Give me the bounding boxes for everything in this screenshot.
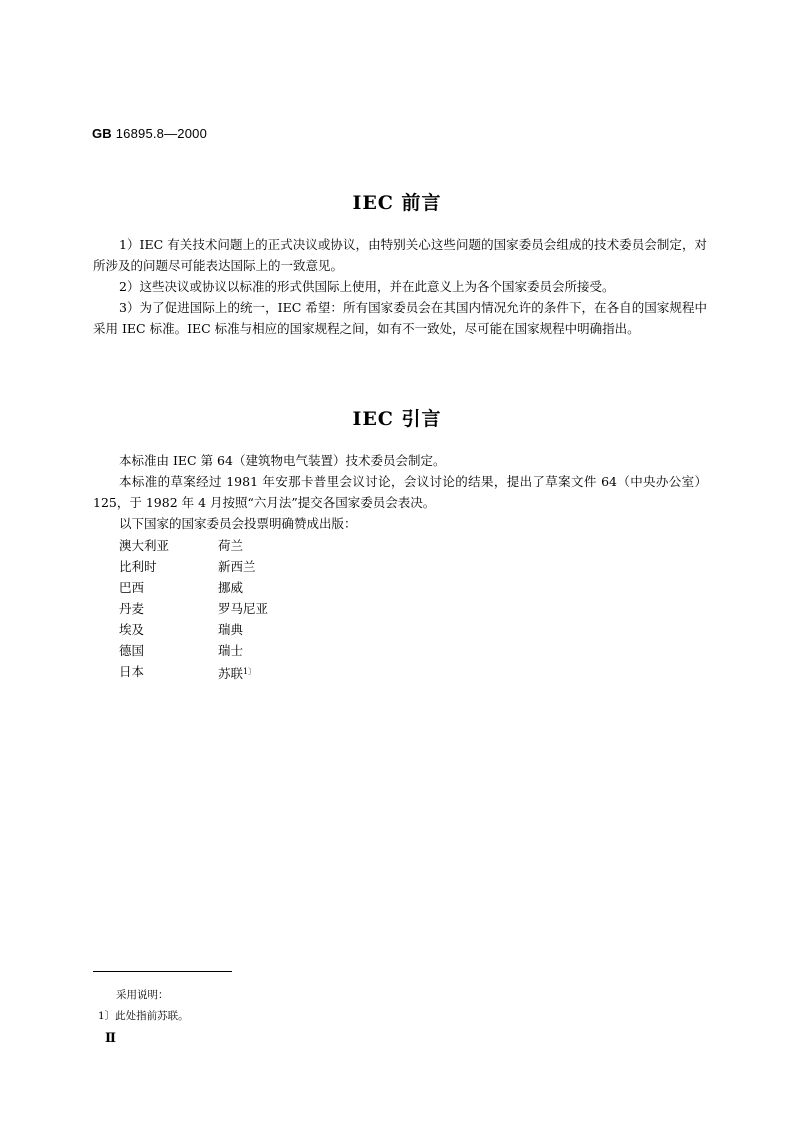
country-list: [119, 535, 268, 684]
foreword-body: [93, 234, 707, 339]
country-name: 日本: [119, 664, 145, 679]
footnote-reference: 1〕: [243, 667, 257, 676]
country-row: [119, 619, 268, 640]
foreword-paragraph: 1）IEC 有关技术问题上的正式决议或协议，由特别关心这些问题的国家委员会组成的技术委员会制定，对所涉及的问题尽可能表达国际上的一致意见。: [93, 237, 707, 273]
foreword-paragraph: 2）这些决议或协议以标准的形式供国际上使用，并在此意义上为各个国家委员会所接受。: [119, 279, 615, 294]
introduction-body: [93, 450, 707, 534]
country-name: 瑞典: [218, 622, 244, 637]
country-name: 澳大利亚: [119, 538, 170, 553]
introduction-title: IEC 引言: [352, 408, 442, 430]
country-name: 荷兰: [218, 538, 244, 553]
standard-number: 16895.8—2000: [115, 126, 208, 141]
country-row: [119, 577, 268, 598]
introduction-paragraph: 以下国家的国家委员会投票明确赞成出版：: [119, 516, 357, 531]
country-row: [119, 598, 268, 619]
page-number: Ⅱ: [105, 1030, 116, 1045]
footnote-text: 1〕此处指前苏联。: [98, 1010, 189, 1022]
country-row: [119, 661, 268, 684]
standard-prefix: GB: [92, 126, 112, 141]
country-cell-with-footnote: [218, 661, 268, 684]
country-name: 新西兰: [218, 559, 256, 574]
footnote-divider: [93, 971, 232, 972]
country-name: 丹麦: [119, 601, 145, 616]
country-row: [119, 556, 268, 577]
country-name: 苏联: [218, 666, 244, 681]
country-name: 挪威: [218, 580, 244, 595]
introduction-paragraph: 本标准由 IEC 第 64（建筑物电气装置）技术委员会制定。: [119, 453, 446, 468]
standard-code: [92, 126, 207, 141]
country-name: 比利时: [119, 559, 157, 574]
country-name: 瑞士: [218, 643, 244, 658]
footnote-heading: 采用说明：: [116, 989, 169, 1001]
introduction-paragraph: 本标准的草案经过 1981 年安那卡普里会议讨论，会议讨论的结果，提出了草案文件 64（中央办公室）125，于 1982 年 4 月按照“六月法”提交各国家委员会表决。: [93, 474, 707, 510]
country-name: 埃及: [119, 622, 145, 637]
country-row: [119, 640, 268, 661]
foreword-title: IEC 前言: [352, 192, 442, 214]
country-name: 巴西: [119, 580, 145, 595]
country-name: 罗马尼亚: [218, 601, 269, 616]
foreword-paragraph: 3）为了促进国际上的统一，IEC 希望：所有国家委员会在其国内情况允许的条件下，在各自的国家规程中采用 IEC 标准。IEC 标准与相应的国家规程之间，如有不一致处，尽可能在国家规程中明确指出。: [93, 300, 707, 336]
footnote-area: [98, 985, 189, 1027]
country-name: 德国: [119, 643, 145, 658]
country-row: [119, 535, 268, 556]
